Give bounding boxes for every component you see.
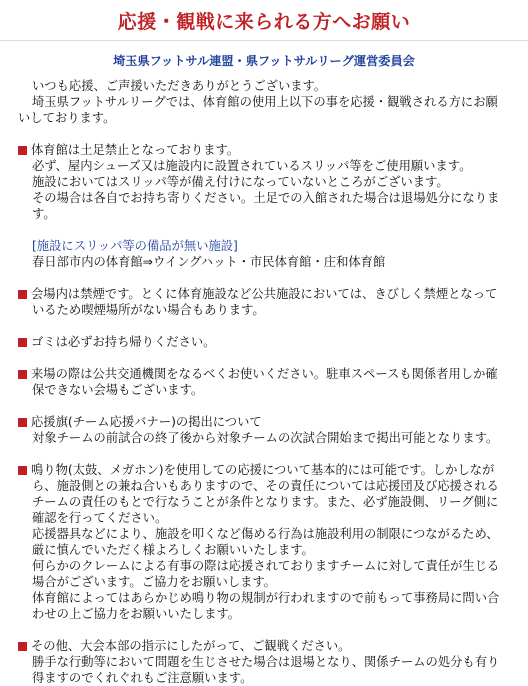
item-noisemakers-line-2: ら、施設側との兼ね合いもありますので、その責任については応援団及び応援される <box>32 479 499 493</box>
item-transport <box>18 366 518 382</box>
item-banner-line-2: 対象チームの前試合の終了後から対象チームの次試合開始まで掲出可能となります。 <box>32 431 499 445</box>
item-banner <box>18 414 518 430</box>
intro-line-2: 埼玉県フットサルリーグでは、体育館の使用上以下の事を応援・観戦される方にお願 <box>32 95 498 109</box>
slipper-note-text: 春日部市内の体育館⇒ウイングハット・市民体育館・庄和体育館 <box>32 255 386 269</box>
item-shoes-line-1: 必ず、屋内シューズ又は施設内に設置されているスリッパ等をご使用願います。 <box>32 159 472 173</box>
bullet-square-icon <box>18 146 27 155</box>
item-other-line-3: 得ますのでくれぐれもご注意願います。 <box>32 671 253 685</box>
item-noisemakers-line-3: チームの責任のもとで行なうことが条件となります。また、必ず施設側、リーグ側に <box>32 495 499 509</box>
item-noisemakers <box>18 462 518 478</box>
bullet-square-icon <box>18 290 27 299</box>
item-other <box>18 638 518 654</box>
item-shoes-line-3: その場合は各自でお持ち寄りください。土足での入館された場合は退場処分になります。 <box>32 191 500 221</box>
item-noisemakers-line-9: 体育館によってはあらかじめ鳴り物の規制が行われますので前もって事務局に問い合 <box>32 591 500 605</box>
organizer-subtitle: 埼玉県フットサル連盟・県フットサルリーグ運営委員会 <box>113 54 415 68</box>
header-bar <box>0 0 528 41</box>
page-title: 応援・観戦に来られる方へお願い <box>117 10 411 33</box>
bullet-square-icon <box>18 418 27 427</box>
item-noisemakers-line-7: 何らかのクレームによる有事の際は応援されておりますチームに対して責任が生じる <box>32 559 500 573</box>
item-other-line-1: その他、大会本部の指示にしたがって、ご観戦ください。 <box>31 639 351 653</box>
item-noisemakers-line-1: 鳴り物(太鼓、メガホン)を使用しての応援について基本的には可能です。しかしなが <box>31 463 495 477</box>
item-noisemakers-line-6: 厳に慎んでいただく様よろしくお願いいたします。 <box>32 543 314 557</box>
bullet-square-icon <box>18 338 27 347</box>
item-noisemakers-line-4: 確認を行ってください。 <box>32 511 168 525</box>
bullet-square-icon <box>18 466 27 475</box>
bullet-square-icon <box>18 642 27 651</box>
item-trash-line-1: ゴミは必ずお持ち帰りください。 <box>31 335 216 349</box>
item-smoking <box>18 286 518 302</box>
item-smoking-line-2: いるため喫煙場所がない場合もあります。 <box>32 303 265 317</box>
intro-line-1: いつも応援、ご声援いただきありがとうございます。 <box>32 79 327 93</box>
item-other-line-2: 勝手な行動等において問題を生じさせた場合は退場となり、関係チームの処分も有り <box>32 655 500 669</box>
item-shoes <box>18 142 518 158</box>
item-noisemakers-line-8: 場合がございます。ご協力をお願いします。 <box>32 575 276 589</box>
item-shoes-heading: 体育館は土足禁止となっております。 <box>31 143 240 157</box>
item-transport-line-1: 来場の際は公共交通機関をなるべくお使いください。駐車スペースも関係者用しか確 <box>31 367 498 381</box>
bullet-square-icon <box>18 370 27 379</box>
slipper-note-label: [施設にスリッパ等の備品が無い施設] <box>32 239 238 253</box>
item-trash <box>18 334 518 350</box>
item-noisemakers-line-5: 応援器具などにより、施設を叩くなど傷める行為は施設利用の制限につながるため、 <box>32 527 499 541</box>
item-transport-line-2: 保できない会場もございます。 <box>32 383 204 397</box>
item-shoes-line-2: 施設においてはスリッパ等が備え付けになっていないところがございます。 <box>32 175 449 189</box>
item-smoking-line-1: 会場内は禁煙です。とくに体育施設など公共施設においては、きびしく禁煙となって <box>31 287 498 301</box>
notice-body <box>18 78 518 686</box>
item-banner-line-1: 応援旗(チーム応援バナー)の掲出について <box>31 415 262 429</box>
intro-line-3: いしております。 <box>18 111 116 125</box>
item-noisemakers-line-10: わせの上ご協力をお願いいたします。 <box>32 607 241 621</box>
